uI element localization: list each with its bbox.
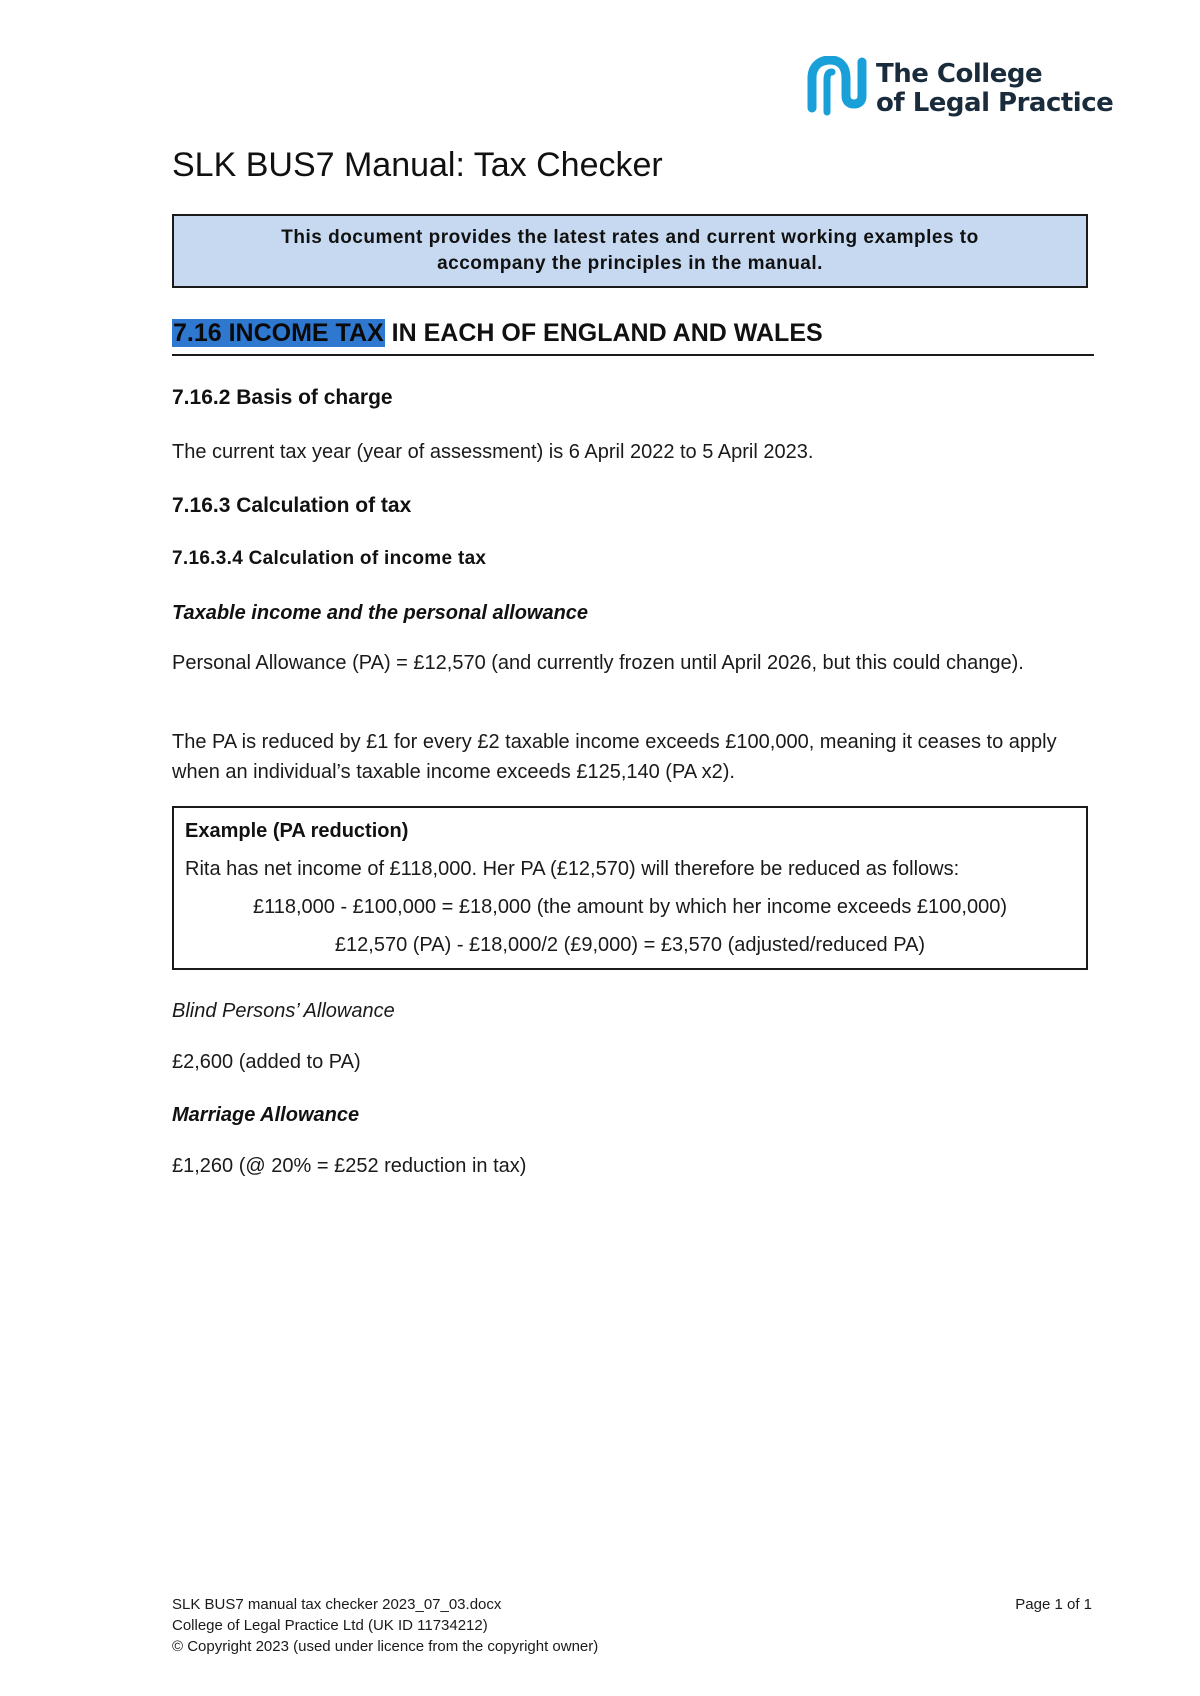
document-title: SLK BUS7 Manual: Tax Checker <box>172 146 663 184</box>
footer-company: College of Legal Practice Ltd (UK ID 11734212) <box>172 1617 488 1634</box>
example-box <box>172 806 1088 970</box>
example-line-2: £118,000 - £100,000 = £18,000 (the amount by which her income exceeds £100,000) <box>252 896 1008 918</box>
footer-filename: SLK BUS7 manual tax checker 2023_07_03.docx <box>172 1596 502 1613</box>
subheading-marriage-allowance: Marriage Allowance <box>172 1104 360 1126</box>
college-logo <box>806 56 1114 124</box>
selected-text-highlight[interactable]: 7.16 INCOME TAX <box>173 319 384 347</box>
heading-basis-of-charge: 7.16.2 Basis of charge <box>172 386 393 409</box>
footer-page-number: Page 1 of 1 <box>1015 1596 1092 1613</box>
subheading-blind-persons-allowance: Blind Persons’ Allowance <box>172 1000 395 1022</box>
example-title: Example (PA reduction) <box>185 820 409 842</box>
logo-line-2: of Legal Practice <box>876 88 1114 118</box>
footer-copyright: © Copyright 2023 (used under licence from the copyright owner) <box>172 1638 599 1655</box>
heading-calculation-of-income-tax: 7.16.3.4 Calculation of income tax <box>172 548 487 569</box>
section-heading-rest: IN EACH OF ENGLAND AND WALES <box>384 319 823 347</box>
paragraph-marriage-allowance: £1,260 (@ 20% = £252 reduction in tax) <box>172 1155 527 1177</box>
paragraph-personal-allowance: Personal Allowance (PA) = £12,570 (and currently frozen until April 2026, but this could change). <box>172 652 1024 674</box>
banner-line-2: accompany the principles in the manual. <box>437 253 823 274</box>
college-logo-icon <box>806 56 868 118</box>
paragraph-blind-allowance: £2,600 (added to PA) <box>172 1051 361 1073</box>
college-logo-wordmark <box>876 60 1113 118</box>
paragraph-tax-year: The current tax year (year of assessment) is 6 April 2022 to 5 April 2023. <box>172 441 814 463</box>
subheading-taxable-income: Taxable income and the personal allowance <box>172 602 589 624</box>
logo-line-1: The College <box>876 59 1043 89</box>
paragraph-pa-reduction: The PA is reduced by £1 for every £2 taxable income exceeds £100,000, meaning it ceases to apply when an individual’s taxable income exceeds £125,140 (PA x2). <box>172 731 1057 783</box>
heading-calculation-of-tax: 7.16.3 Calculation of tax <box>172 494 412 517</box>
page-footer <box>172 1594 1092 1657</box>
section-heading <box>172 316 1094 356</box>
example-line-3: £12,570 (PA) - £18,000/2 (£9,000) = £3,570 (adjusted/reduced PA) <box>334 934 926 956</box>
banner-line-1: This document provides the latest rates and current working examples to <box>281 227 979 248</box>
info-banner-text <box>240 225 1020 277</box>
example-line-1: Rita has net income of £118,000. Her PA (£12,570) will therefore be reduced as follows: <box>185 858 960 880</box>
info-banner <box>172 214 1088 288</box>
